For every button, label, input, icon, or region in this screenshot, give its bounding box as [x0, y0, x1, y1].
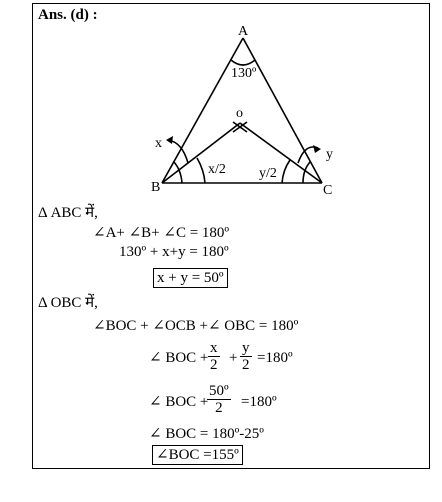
side-ac [243, 38, 322, 183]
arrow-y-head [313, 145, 321, 153]
bisector-co [240, 123, 322, 183]
section1-heading: Δ ABC में, [38, 205, 98, 221]
section2-line4: ∠ BOC = 180º-25º [149, 426, 264, 442]
fraction-numerator: x [210, 340, 218, 356]
label-y: y [326, 147, 333, 162]
section2-line2-prefix: ∠ BOC + [149, 350, 209, 366]
section1-result: x + y = 50º [153, 268, 228, 288]
fraction-numerator: y [242, 340, 250, 356]
fraction-numerator: 50º [209, 383, 229, 399]
answer-label: Ans. (d) : [38, 7, 98, 23]
fraction-denominator: 2 [242, 357, 250, 373]
fraction-denominator: 2 [210, 357, 218, 373]
label-c: C [323, 183, 333, 198]
section1-line1: ∠A+ ∠B+ ∠C = 180º [93, 225, 230, 241]
section2-heading: Δ OBC में, [38, 295, 98, 311]
fraction-50-over-2 [207, 383, 231, 416]
section2-line3-prefix: ∠ BOC + [149, 394, 209, 410]
section2-line1: ∠BOC + ∠OCB +∠ OBC = 180º [93, 318, 299, 334]
bisector-bo [162, 123, 240, 183]
label-half-y: y/2 [259, 166, 277, 181]
angle-arc-c-inner [282, 160, 290, 183]
label-b: B [151, 180, 161, 195]
label-o: o [236, 106, 243, 121]
side-ab [162, 38, 243, 183]
section2-line3-suffix: =180º [241, 394, 277, 410]
angle-arc-a [231, 60, 255, 65]
arrow-x-head [166, 136, 173, 144]
label-half-x: x/2 [208, 162, 226, 177]
label-angle-a: 130º [231, 66, 257, 81]
section2-line2-suffix: =180º [257, 350, 293, 366]
triangle-figure [0, 0, 442, 200]
fraction-y-over-2 [240, 340, 252, 373]
section2-line2-plus: + [229, 350, 238, 366]
angle-arc-b-inner [197, 158, 205, 183]
label-x: x [155, 136, 162, 151]
label-a: A [238, 24, 249, 39]
fraction-denominator: 2 [215, 400, 223, 416]
section1-line2: 130º + x+y = 180º [119, 244, 229, 260]
fraction-x-over-2 [208, 340, 220, 373]
section2-result: ∠BOC =155º [152, 445, 243, 465]
